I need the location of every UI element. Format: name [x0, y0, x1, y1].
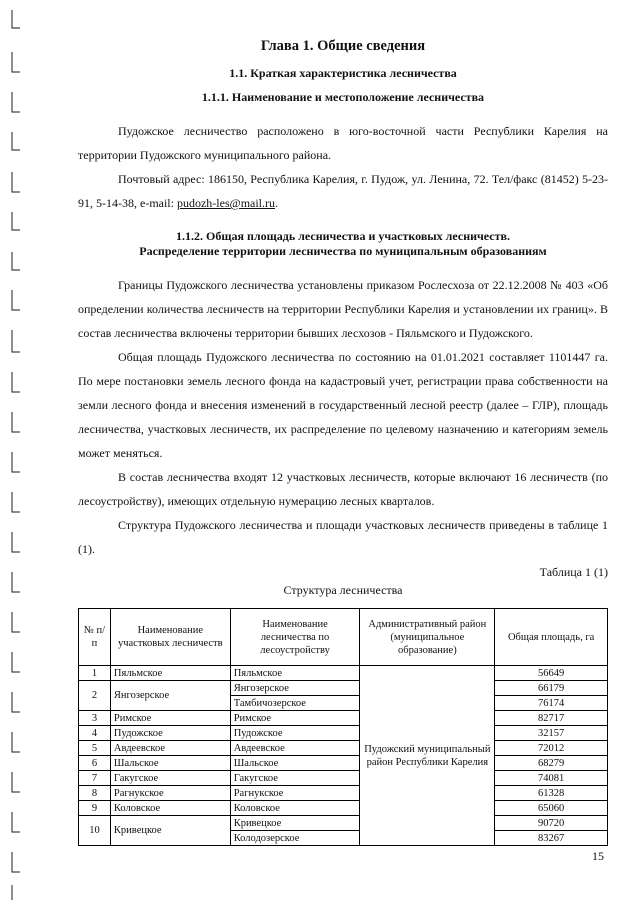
row-forestry: Римское	[230, 711, 360, 726]
row-forestry: Колодозерское	[230, 831, 360, 846]
row-district: Гакугское	[110, 771, 230, 786]
row-forestry: Пудожское	[230, 726, 360, 741]
row-district: Янгозерское	[110, 681, 230, 711]
table-row	[79, 771, 608, 786]
row-area: 76174	[495, 696, 608, 711]
row-district: Шальское	[110, 756, 230, 771]
subsection-title: 1.1.1. Наименование и местоположение лесничества	[201, 90, 485, 104]
page-number: 15	[592, 849, 604, 863]
header-municipal: Административный район (муниципальное образование)	[360, 609, 495, 666]
header-forestry: Наименование лесничества по лесоустройству	[230, 609, 360, 666]
binder-marks	[0, 0, 30, 905]
row-num: 4	[79, 726, 111, 741]
table-row	[79, 786, 608, 801]
table-row	[79, 681, 608, 696]
row-district: Авдеевское	[110, 741, 230, 756]
table-title: Структура лесничества	[283, 583, 403, 597]
row-district: Рагнукское	[110, 786, 230, 801]
table-row	[79, 816, 608, 831]
row-forestry: Гакугское	[230, 771, 360, 786]
structure-paragraph: Структура Пудожского лесничества и площади участковых лесничеств приведены в таблице 1 (1).	[78, 518, 608, 556]
document-page	[78, 38, 608, 846]
row-area: 83267	[495, 831, 608, 846]
row-area: 65060	[495, 801, 608, 816]
boundaries-paragraph: Границы Пудожского лесничества установлены приказом Рослесхоза от 22.12.2008 № 403 «Об определении количества лесничеств на территории Республики Карелия и установлении их границ». В состав лесничества включены территории бывших лесхозов - Пяльмского и Пудожского.	[78, 278, 608, 340]
table-row	[79, 801, 608, 816]
row-area: 72012	[495, 741, 608, 756]
row-area: 74081	[495, 771, 608, 786]
table-header-row	[79, 609, 608, 666]
row-district: Пудожское	[110, 726, 230, 741]
row-forestry: Шальское	[230, 756, 360, 771]
table-row	[79, 726, 608, 741]
row-district: Пяльмское	[110, 666, 230, 681]
table-number: Таблица 1 (1)	[539, 565, 608, 579]
row-area: 56649	[495, 666, 608, 681]
row-num: 3	[79, 711, 111, 726]
section2-title-line2: Распределение территории лесничества по муниципальным образованиям	[139, 244, 547, 258]
row-area: 66179	[495, 681, 608, 696]
composition-paragraph: В состав лесничества входят 12 участковых лесничеств, которые включают 16 лесничеств (по лесоустройству), имеющих отдельную нумерацию лесных кварталов.	[78, 470, 608, 508]
row-num: 1	[79, 666, 111, 681]
chapter-title: Глава 1. Общие сведения	[260, 38, 426, 54]
row-forestry: Авдеевское	[230, 741, 360, 756]
row-forestry: Коловское	[230, 801, 360, 816]
row-num: 5	[79, 741, 111, 756]
address-paragraph	[78, 167, 608, 215]
section2-title-line1: 1.1.2. Общая площадь лесничества и участковых лесничеств.	[176, 229, 510, 243]
header-district: Наименование участковых лесничеств	[110, 609, 230, 666]
row-district: Коловское	[110, 801, 230, 816]
header-num: № п/п	[79, 609, 111, 666]
area-paragraph: Общая площадь Пудожского лесничества по состоянию на 01.01.2021 составляет 1101447 га. По мере постановки земель лесного фонда на кадастровый учет, регистрации права собственности на земли лесного фонда и внесения изменений в государственный лесной реестр (далее – ГЛР), площадь лесничества, участковых лесничеств, их распределение по целевому назначению и категориям земель может меняться.	[78, 350, 608, 460]
row-forestry: Кривецкое	[230, 816, 360, 831]
row-forestry: Янгозерское	[230, 681, 360, 696]
row-forestry: Рагнукское	[230, 786, 360, 801]
row-area: 90720	[495, 816, 608, 831]
table-row	[79, 741, 608, 756]
row-num: 7	[79, 771, 111, 786]
header-area: Общая площадь, га	[495, 609, 608, 666]
row-area: 61328	[495, 786, 608, 801]
row-forestry: Пяльмское	[230, 666, 360, 681]
address-text: Почтовый адрес: 186150, Республика Карелия, г. Пудож, ул. Ленина, 72. Тел/факс (81452) 5-23-91, 5-14-38, e-mail:	[78, 172, 608, 210]
row-forestry: Тамбичозерское	[230, 696, 360, 711]
email-link[interactable]: pudozh-les@mail.ru	[176, 196, 276, 210]
row-area: 68279	[495, 756, 608, 771]
row-area: 32157	[495, 726, 608, 741]
row-num: 2	[79, 681, 111, 711]
structure-table	[78, 608, 608, 846]
section-title: 1.1. Краткая характеристика лесничества	[229, 66, 457, 80]
row-area: 82717	[495, 711, 608, 726]
table-row	[79, 756, 608, 771]
table-row	[79, 711, 608, 726]
row-num: 9	[79, 801, 111, 816]
address-suffix: .	[275, 196, 279, 210]
row-num: 10	[79, 816, 111, 846]
table-row	[79, 666, 608, 681]
municipal-cell: Пудожский муниципальный район Республики Карелия	[360, 666, 495, 846]
row-district: Римское	[110, 711, 230, 726]
location-paragraph: Пудожское лесничество расположено в юго-восточной части Республики Карелия на территории Пудожского муниципального района.	[78, 124, 608, 162]
row-num: 6	[79, 756, 111, 771]
row-district: Кривецкое	[110, 816, 230, 846]
row-num: 8	[79, 786, 111, 801]
